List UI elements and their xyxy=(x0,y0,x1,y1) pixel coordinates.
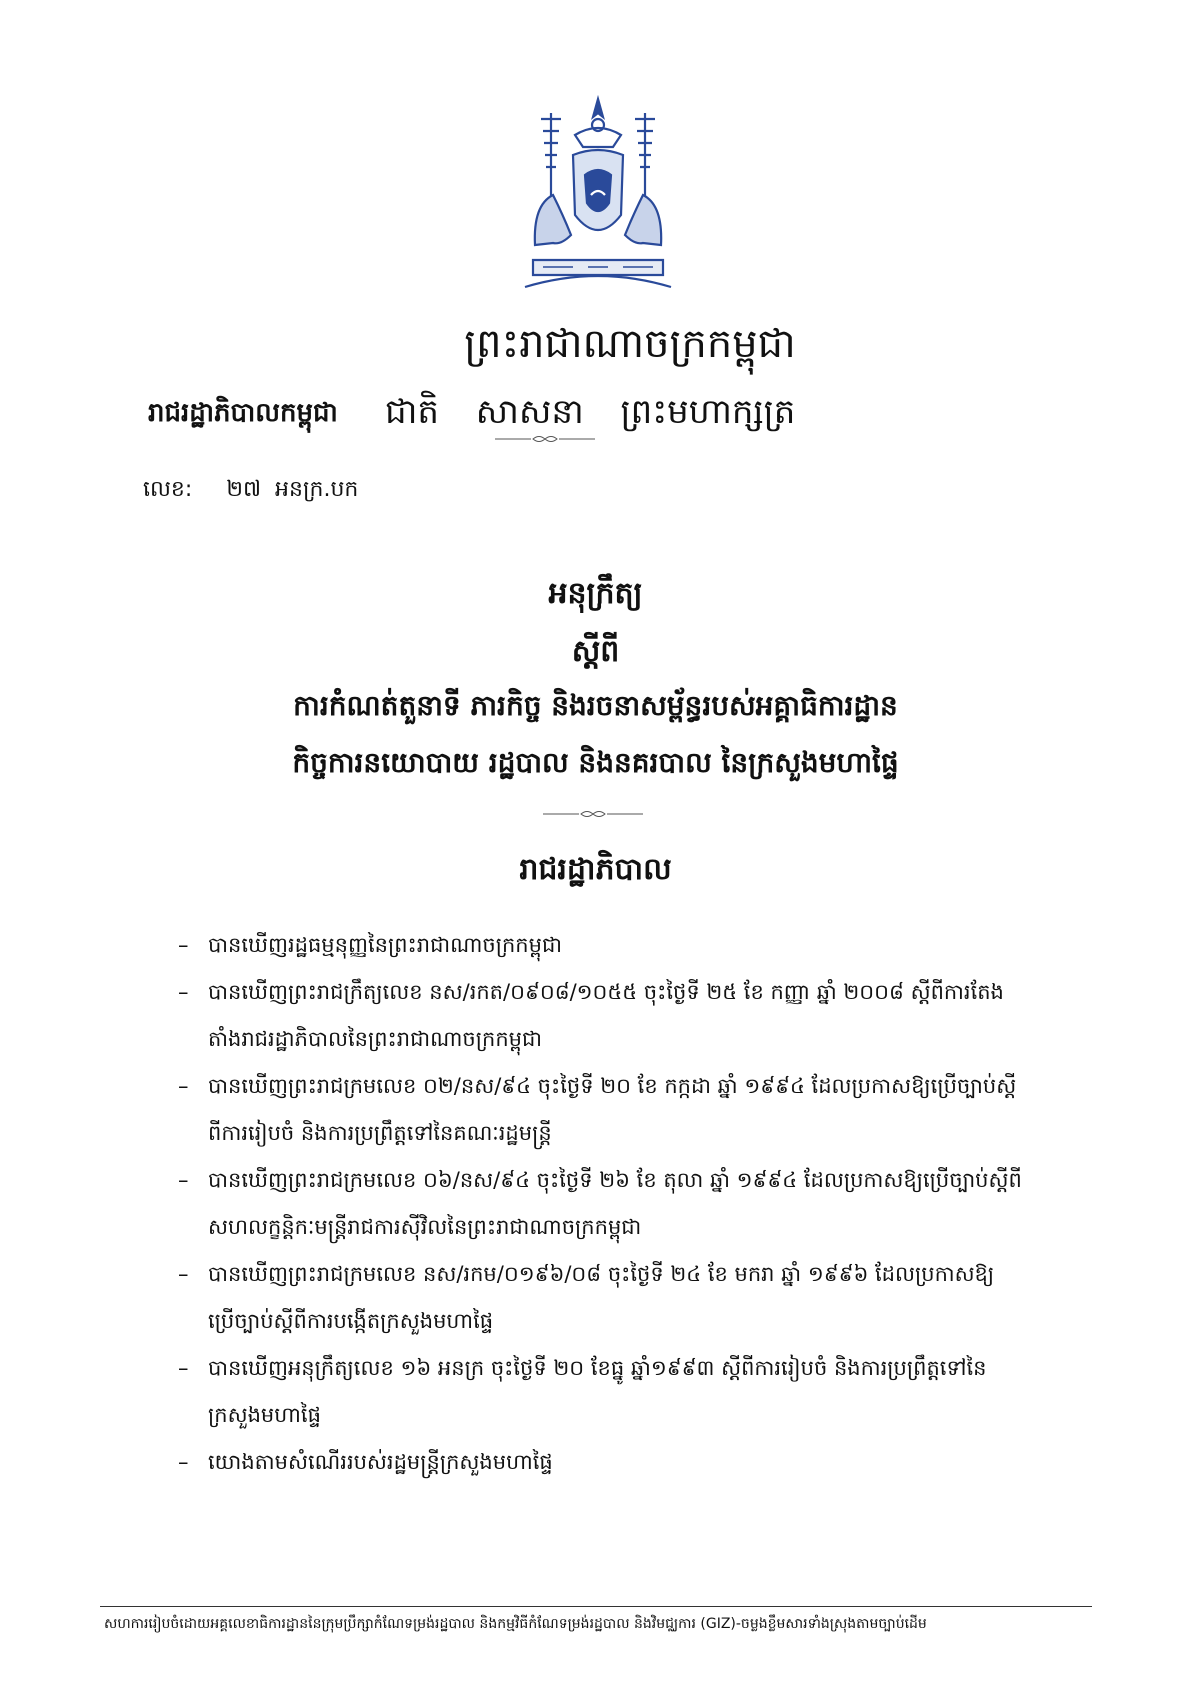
bullet-dash: – xyxy=(178,1074,189,1098)
list-item xyxy=(178,1251,1068,1345)
consideration-text-cont: តាំងរាជរដ្ឋាភិបាលនៃព្រះរាជាណាចក្រកម្ពុជា xyxy=(208,1027,542,1051)
list-item xyxy=(178,1439,1068,1486)
document-subject-line-2: កិច្ចការនយោបាយ រដ្ឋបាល និងនគរបាល នៃក្រសួងមហាផ្ទៃ xyxy=(292,746,899,779)
consideration-text: បានឃើញព្រះរាជក្រមលេខ ០២/នស/៩៤ ចុះថ្ងៃទី ២០ ខែ កក្កដា ឆ្នាំ ១៩៩៤ ដែលប្រកាសឱ្យប្រើច្បាប់ស្តី xyxy=(208,1074,1017,1098)
consideration-text-cont: ក្រសួងមហាផ្ទៃ xyxy=(208,1403,321,1427)
list-item xyxy=(178,1345,1068,1439)
consideration-text: បានឃើញព្រះរាជក្រមលេខ ០៦/នស/៩៤ ចុះថ្ងៃទី ២៦ ខែ តុលា ឆ្នាំ ១៩៩៤ ដែលប្រកាសឱ្យប្រើច្បាប់ស្តីពី xyxy=(208,1168,1022,1192)
consideration-text-cont: ពីការរៀបចំ និងការប្រព្រឹត្តទៅនៃគណៈរដ្ឋមន្ត្រី xyxy=(208,1121,552,1145)
doc-number-label: លេខ: xyxy=(143,477,193,502)
motto-nation: ជាតិ xyxy=(385,392,439,432)
bullet-dash: – xyxy=(178,933,189,957)
ornament-divider xyxy=(495,434,595,444)
list-item xyxy=(178,1157,1068,1251)
royal-arms-icon xyxy=(513,95,683,295)
consideration-text: បានឃើញអនុក្រឹត្យលេខ ១៦ អនក្រ ចុះថ្ងៃទី ២០ ខែធ្នូ ឆ្នាំ១៩៩៣ ស្តីពីការរៀបចំ និងការប្រព្រឹត្តទៅនៃ xyxy=(208,1356,987,1380)
document-about: ស្តីពី xyxy=(571,634,620,669)
consideration-text: យោងតាមសំណើររបស់រដ្ឋមន្ត្រីក្រសួងមហាផ្ទៃ xyxy=(208,1450,553,1474)
considerations-list xyxy=(178,922,1068,1486)
national-motto xyxy=(385,392,821,432)
document-number xyxy=(143,475,358,505)
list-item xyxy=(178,1063,1068,1157)
kingdom-title: ព្រះរាជាណាចក្រកម្ពុជា xyxy=(464,321,796,367)
bullet-dash: – xyxy=(178,1450,189,1474)
issuing-authority: រាជរដ្ឋាភិបាល xyxy=(519,852,672,887)
bullet-dash: – xyxy=(178,980,189,1004)
bullet-dash: – xyxy=(178,1262,189,1286)
consideration-text: បានឃើញរដ្ឋធម្មនុញ្ញនៃព្រះរាជាណាចក្រកម្ពុជា xyxy=(208,933,562,957)
consideration-text: បានឃើញព្រះរាជក្រមលេខ នស/រកម/០១៩៦/០៨ ចុះថ្ងៃទី ២៤ ខែ មករា ឆ្នាំ ១៩៩៦ ដែលប្រកាសឱ្យ xyxy=(208,1262,995,1286)
ornament-divider xyxy=(543,809,643,819)
doc-number-value: ២៧ xyxy=(226,477,262,502)
consideration-text: បានឃើញព្រះរាជក្រឹត្យលេខ នស/រកត/០៩០៨/១០៥៥ ចុះថ្ងៃទី ២៥ ខែ កញ្ញា ឆ្នាំ ២០០៨ ស្តីពីការតែង xyxy=(208,980,1004,1004)
motto-king: ព្រះមហាក្សត្រ xyxy=(620,392,796,432)
motto-religion: សាសនា xyxy=(475,392,584,432)
doc-number-code: អនក្រ.បក xyxy=(275,477,359,502)
bullet-dash: – xyxy=(178,1168,189,1192)
consideration-text-cont: ប្រើច្បាប់ស្តីពីការបង្កើតក្រសួងមហាផ្ទៃ xyxy=(208,1309,494,1333)
document-subject-line-1: ការកំណត់តួនាទី ភារកិច្ច និងរចនាសម្ព័ន្ធរបស់អគ្គាធិការដ្ឋាន xyxy=(293,689,898,722)
list-item xyxy=(178,922,1068,969)
government-name: រាជរដ្ឋាភិបាលកម្ពុជា xyxy=(148,398,338,428)
consideration-text-cont: សហលក្ខន្តិកៈមន្ត្រីរាជការស៊ីវិលនៃព្រះរាជាណាចក្រកម្ពុជា xyxy=(208,1215,642,1239)
document-type: អនុក្រឹត្យ xyxy=(548,576,643,611)
footer-divider xyxy=(100,1606,1092,1607)
bullet-dash: – xyxy=(178,1356,189,1380)
list-item xyxy=(178,969,1068,1063)
footer-note: សហការរៀបចំដោយអគ្គលេខាធិការដ្ឋាននៃក្រុមប្រឹក្សាកំណែទម្រង់រដ្ឋបាល និងកម្មវិធីកំណែទម្រង់រដ្ឋបាល និងវិមជ្ឈការ (GIZ)-ចម្លងខ្លឹមសារទាំងស្រុងតាមច្បាប់ដើម xyxy=(104,1616,927,1632)
